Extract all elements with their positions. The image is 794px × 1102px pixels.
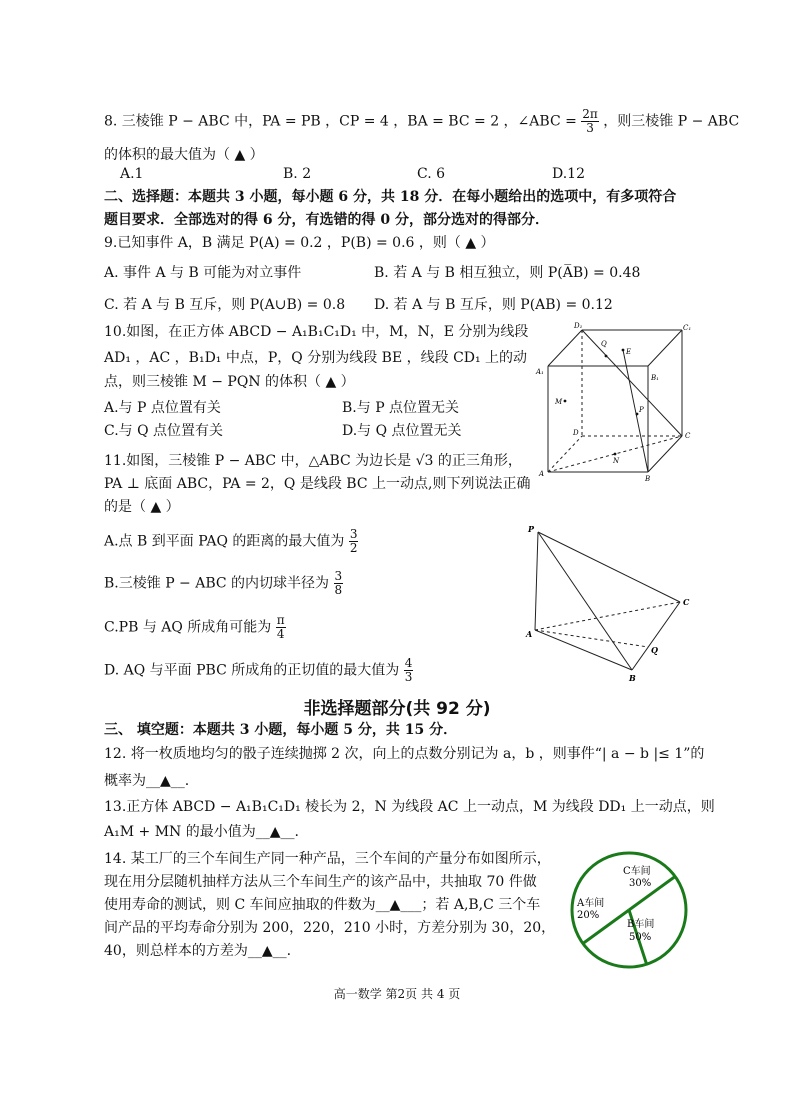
- cube-label-m: M: [555, 398, 563, 406]
- q11-option-d-fraction: [404, 657, 414, 684]
- q8-angle-fraction: [581, 108, 599, 135]
- q10-line2: AD₁ ，AC ，B₁D₁ 中点，P，Q 分别为线段 BE ，线段 CD₁ 上的动: [104, 350, 528, 366]
- q14-line1: 14. 某工厂的三个车间生产同一种产品，三个车间的产量分布如图所示，: [104, 851, 551, 867]
- q11-c-den: 4: [276, 627, 285, 641]
- q11-option-c-fraction: [276, 614, 286, 641]
- q9-option-b: B. 若 A 与 B 相互独立，则 P(A̅B) = 0.48: [374, 265, 641, 281]
- q9-option-c: C. 若 A 与 B 互斥，则 P(A∪B) = 0.8: [104, 297, 346, 313]
- q11-line2: PA ⊥ 底面 ABC，PA = 2，Q 是线段 BC 上一动点,则下列说法正确: [104, 476, 531, 492]
- q8-line1: [104, 108, 739, 135]
- tetra-label-c: C: [683, 597, 690, 607]
- q10-option-a: A.与 P 点位置有关: [104, 400, 221, 416]
- q11-option-c-text: C.PB 与 AQ 所成角可能为: [104, 619, 272, 636]
- q10-option-d: D.与 Q 点位置无关: [342, 423, 462, 439]
- q11-option-a: [104, 528, 358, 555]
- cube-label-q: Q: [601, 340, 607, 348]
- q11-b-den: 8: [334, 583, 343, 597]
- q14-line2: 现在用分层随机抽样方法从三个车间生产的该产品中，共抽取 70 件做: [104, 874, 537, 890]
- q9-stem: 9.已知事件 A，B 满足 P(A) = 0.2 ，P(B) = 0.6 ，则（ ▲ ）: [104, 235, 495, 251]
- q11-a-num: 3: [349, 527, 358, 541]
- q11-option-b-text: B.三棱锥 P − ABC 的内切球半径为: [104, 575, 330, 592]
- production-pie-chart: [567, 848, 691, 972]
- section2-line2: 题目要求．全部选对的得 6 分，有选错的得 0 分，部分选对的得部分．: [104, 212, 549, 228]
- pie-label-a-name: A车间: [577, 898, 605, 909]
- cube-figure: [530, 318, 705, 484]
- q11-line3: 的是（ ▲ ）: [104, 499, 180, 515]
- section2-line1: 二、选择题：本题共 3 小题，每小题 6 分，共 18 分．在每小题给出的选项中，有多项符合: [104, 189, 677, 205]
- cube-label-a1: A₁: [536, 368, 544, 376]
- q11-option-a-text: A.点 B 到平面 PAQ 的距离的最大值为: [104, 533, 345, 550]
- q11-c-num: π: [276, 613, 285, 627]
- q14-line5: 40，则总样本的方差为__▲__.: [104, 943, 292, 959]
- q10-line1: 10.如图，在正方体 ABCD − A₁B₁C₁D₁ 中，M，N，E 分别为线段: [104, 324, 529, 340]
- q8-line2: 的体积的最大值为（ ▲ ）: [104, 147, 264, 163]
- cube-label-a: A: [539, 470, 545, 478]
- q8-option-b: B. 2: [283, 166, 312, 182]
- cube-label-c: C: [685, 432, 691, 440]
- part2-title: 非选择题部分(共 92 分): [303, 699, 491, 719]
- q12-line2: 概率为__▲__.: [104, 773, 190, 789]
- cube-label-n: N: [613, 457, 620, 465]
- q10-option-b: B.与 P 点位置无关: [342, 400, 460, 416]
- q8-stem-tail: ，则三棱锥 P − ABC: [603, 113, 740, 130]
- q11-b-num: 3: [334, 569, 343, 583]
- q9-option-d: D. 若 A 与 B 互斥，则 P(AB) = 0.12: [374, 297, 613, 313]
- q9-option-a: A. 事件 A 与 B 可能为对立事件: [104, 265, 302, 281]
- tetra-label-q: Q: [651, 645, 658, 655]
- pie-label-a-pct: 20%: [577, 910, 600, 921]
- cube-label-c1: C₁: [683, 324, 692, 332]
- q11-option-c: [104, 614, 286, 641]
- q8-frac-num: 2π: [582, 107, 598, 121]
- tetra-label-b: B: [629, 673, 636, 683]
- q8-option-a: A.1: [120, 166, 144, 182]
- q12-line1: 12. 将一枚质地均匀的骰子连续抛掷 2 次，向上的点数分别记为 a，b ，则事件“| a − b |≤ 1”的: [104, 746, 705, 762]
- q11-option-d: [104, 657, 413, 684]
- q11-option-b: [104, 570, 343, 597]
- tetra-label-p: P: [528, 524, 535, 534]
- tetra-label-a: A: [526, 629, 533, 639]
- q11-option-a-fraction: [349, 528, 359, 555]
- q13-line2: A₁M + MN 的最小值为__▲__.: [104, 824, 299, 840]
- q8-frac-den: 3: [586, 121, 594, 135]
- cube-label-d1: D₁: [574, 322, 583, 330]
- pie-label-b-pct: 50%: [629, 932, 652, 943]
- q13-line1: 13.正方体 ABCD − A₁B₁C₁D₁ 棱长为 2，N 为线段 AC 上一动点，M 为线段 DD₁ 上一动点，则: [104, 799, 715, 815]
- q8-option-c: C. 6: [417, 166, 446, 182]
- q10-line3: 点，则三棱锥 M − PQN 的体积（ ▲ ）: [104, 374, 355, 390]
- q14-line4: 间产品的平均寿命分别为 200，220，210 小时，方差分别为 30，20，: [104, 920, 556, 936]
- q11-option-d-text: D. AQ 与平面 PBC 所成角的正切值的最大值为: [104, 662, 400, 679]
- q10-option-c: C.与 Q 点位置有关: [104, 423, 224, 439]
- cube-label-b: B: [645, 475, 651, 483]
- q11-d-den: 3: [404, 670, 413, 684]
- cube-label-p: P: [639, 406, 644, 414]
- cube-label-d: D: [573, 429, 579, 437]
- q8-option-d: D.12: [552, 166, 585, 182]
- q11-option-b-fraction: [334, 570, 344, 597]
- pie-label-c-pct: 30%: [629, 878, 652, 889]
- q11-line1: 11.如图，三棱锥 P − ABC 中，△ABC 为边长是 √3 的正三角形，: [104, 453, 522, 469]
- tetrahedron-figure: [522, 520, 702, 685]
- page-footer: 高一数学 第2页 共 4 页: [333, 987, 461, 1001]
- cube-label-b1: B₁: [651, 374, 659, 382]
- q14-line3: 使用寿命的测试，则 C 车间应抽取的件数为__▲___；若 A,B,C 三个车: [104, 897, 541, 913]
- pie-label-b-name: B车间: [627, 919, 655, 930]
- q11-a-den: 2: [349, 541, 358, 555]
- q8-stem: 8. 三棱锥 P − ABC 中，PA = PB ，CP = 4 ，BA = BC = 2 ，∠ABC =: [104, 113, 577, 130]
- cube-label-e: E: [626, 348, 632, 356]
- q11-d-num: 4: [404, 656, 413, 670]
- section3-header: 三、 填空题：本题共 3 小题，每小题 5 分，共 15 分．: [104, 722, 458, 738]
- pie-label-c-name: C车间: [623, 866, 651, 877]
